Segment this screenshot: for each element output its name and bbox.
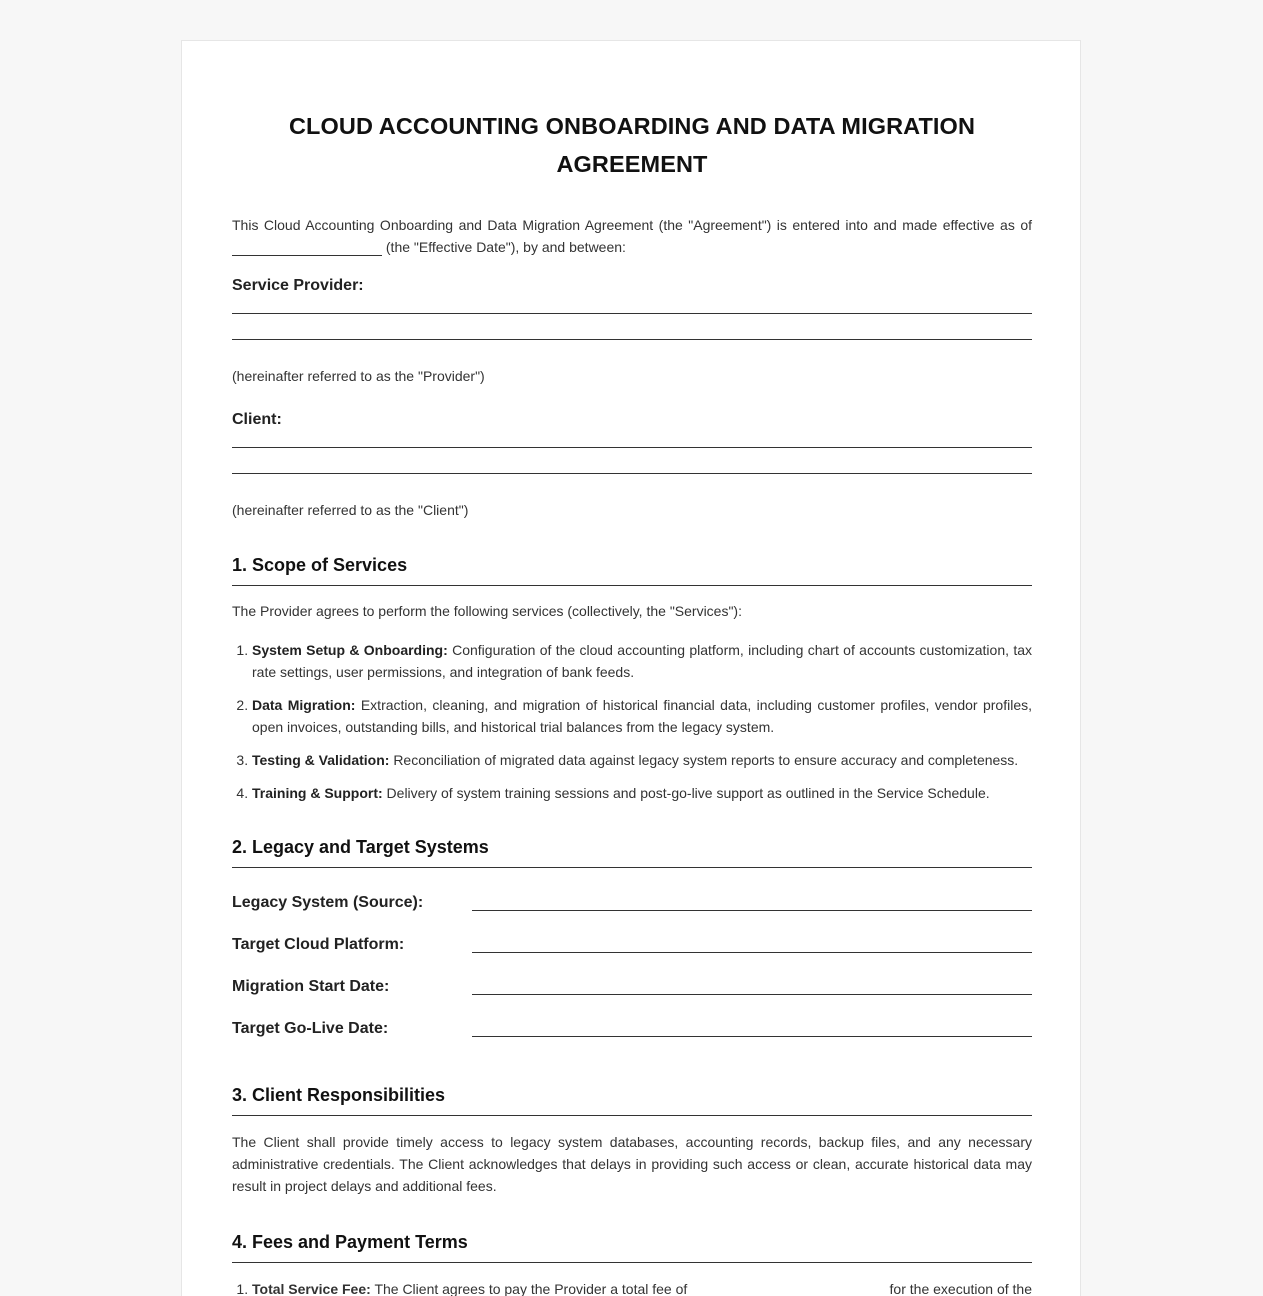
provider-line-2[interactable] <box>232 339 1032 340</box>
list-item <box>252 782 1032 804</box>
client-line-1[interactable] <box>232 447 1032 448</box>
service-term: Testing & Validation: <box>252 752 390 768</box>
document-title: CLOUD ACCOUNTING ONBOARDING AND DATA MIGRATION AGREEMENT <box>288 113 976 177</box>
field-blank-line[interactable] <box>472 910 1032 911</box>
client-label: Client: <box>232 411 282 428</box>
service-term: Training & Support: <box>252 785 383 801</box>
intro-paragraph <box>232 214 1032 258</box>
scope-intro: The Provider agrees to perform the following services (collectively, the "Services"): <box>232 603 742 619</box>
intro-text-before: This Cloud Accounting Onboarding and Data Migration Agreement (the "Agreement") is entered into and made effective as of <box>232 217 1032 233</box>
responsibilities-text: The Client shall provide timely access to legacy system databases, accounting records, backup files, and any necessary administrative credentials. The Client acknowledges that delays in providing such access or clean, accurate historical data may result in project delays and additional fees. <box>232 1134 1032 1194</box>
section-title-fees: 4. Fees and Payment Terms <box>232 1232 1032 1263</box>
field-label: Legacy System (Source): <box>232 894 424 911</box>
client-note: (hereinafter referred to as the "Client") <box>232 502 469 518</box>
section-title-systems: 2. Legacy and Target Systems <box>232 837 1032 868</box>
field-target-platform <box>232 936 1032 960</box>
fee-line <box>252 1278 1032 1296</box>
field-go-live <box>232 1020 1032 1044</box>
field-blank-line[interactable] <box>472 1036 1032 1037</box>
provider-label: Service Provider: <box>232 277 364 294</box>
service-text: Extraction, cleaning, and migration of historical financial data, including customer profiles, vendor profiles, open invoices, outstanding bills, and historical trial balances from the legacy system. <box>252 697 1033 735</box>
field-blank-line[interactable] <box>472 994 1032 995</box>
list-item <box>252 694 1032 738</box>
document-page <box>181 40 1081 1296</box>
section-title-responsibilities: 3. Client Responsibilities <box>232 1085 1032 1116</box>
service-text: Delivery of system training sessions and post-go-live support as outlined in the Service Schedule. <box>386 785 990 801</box>
fees-list <box>232 1278 1032 1296</box>
services-list <box>232 639 1032 815</box>
service-text: Reconciliation of migrated data against legacy system reports to ensure accuracy and completeness. <box>393 752 1019 768</box>
field-label: Target Cloud Platform: <box>232 936 405 953</box>
list-item <box>252 639 1032 683</box>
client-line-2[interactable] <box>232 473 1032 474</box>
field-label: Migration Start Date: <box>232 978 390 995</box>
fee-first-part <box>252 1278 687 1296</box>
provider-note: (hereinafter referred to as the "Provider") <box>232 368 485 384</box>
fee-text-after: for the execution of the <box>889 1281 1032 1296</box>
fee-text-before: The Client agrees to pay the Provider a total fee of <box>374 1281 688 1296</box>
effective-date-blank[interactable] <box>232 241 382 256</box>
service-term: Data Migration: <box>252 697 356 713</box>
provider-line-1[interactable] <box>232 313 1032 314</box>
section-title-scope: 1. Scope of Services <box>232 555 1032 586</box>
fee-amount-blank[interactable] <box>713 1278 863 1296</box>
service-text: Configuration of the cloud accounting platform, including chart of accounts customization, tax rate settings, user permissions, and integration of bank feeds. <box>252 642 1032 680</box>
service-term: System Setup & Onboarding: <box>252 642 448 658</box>
list-item <box>252 1278 1032 1296</box>
field-label: Target Go-Live Date: <box>232 1020 389 1037</box>
intro-text-after: (the "Effective Date"), by and between: <box>385 239 626 255</box>
field-migration-start <box>232 978 1032 1002</box>
fee-term: Total Service Fee: <box>252 1281 371 1296</box>
list-item <box>252 749 1032 771</box>
field-blank-line[interactable] <box>472 952 1032 953</box>
field-legacy-system <box>232 894 1032 918</box>
